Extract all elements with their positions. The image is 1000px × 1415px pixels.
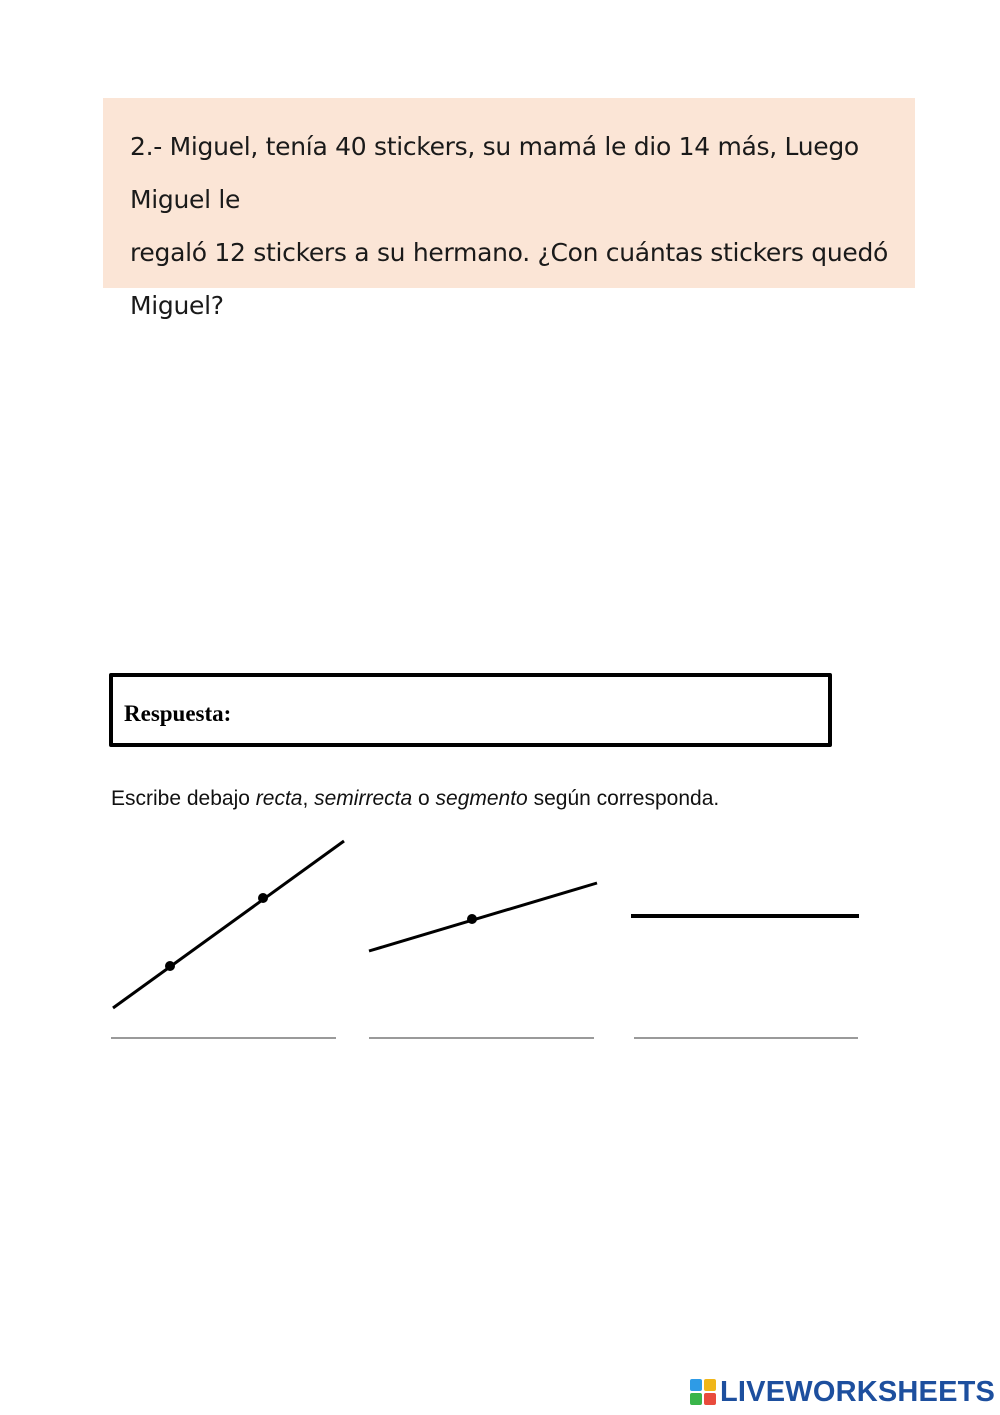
figure-line-point-1 (165, 961, 175, 971)
term-segmento: segmento (435, 787, 528, 810)
instruction-sep-2: o (412, 787, 436, 810)
instruction-sep-1: , (302, 787, 315, 810)
answer-label: Respuesta: (124, 701, 232, 726)
figure-line (113, 841, 344, 1008)
term-semirrecta: semirrecta (314, 787, 413, 810)
figure-ray-point (467, 914, 477, 924)
figure-line-point-2 (258, 893, 268, 903)
logo-square-4 (704, 1393, 716, 1405)
footer-logo (690, 1374, 995, 1410)
logo-square-1 (690, 1379, 702, 1391)
instruction-part-2: según corresponda. (527, 787, 720, 810)
problem-line-3: Miguel? (130, 291, 224, 320)
term-recta: recta (255, 787, 303, 810)
figure-line-stroke (113, 841, 344, 1008)
problem-line-2: regaló 12 stickers a su hermano. ¿Con cuántas stickers quedó (130, 238, 889, 267)
figure-ray-stroke (369, 883, 597, 951)
liveworksheets-logo-icon (690, 1379, 716, 1405)
logo-square-2 (704, 1379, 716, 1391)
instruction-part-1: Escribe debajo (111, 787, 256, 810)
logo-square-3 (690, 1393, 702, 1405)
figure-ray (369, 883, 597, 951)
brand-name: LIVEWORKSHEETS (720, 1375, 996, 1408)
problem-line-1: 2.- Miguel, tenía 40 stickers, su mamá le dio 14 más, Luego Miguel le (130, 132, 859, 214)
